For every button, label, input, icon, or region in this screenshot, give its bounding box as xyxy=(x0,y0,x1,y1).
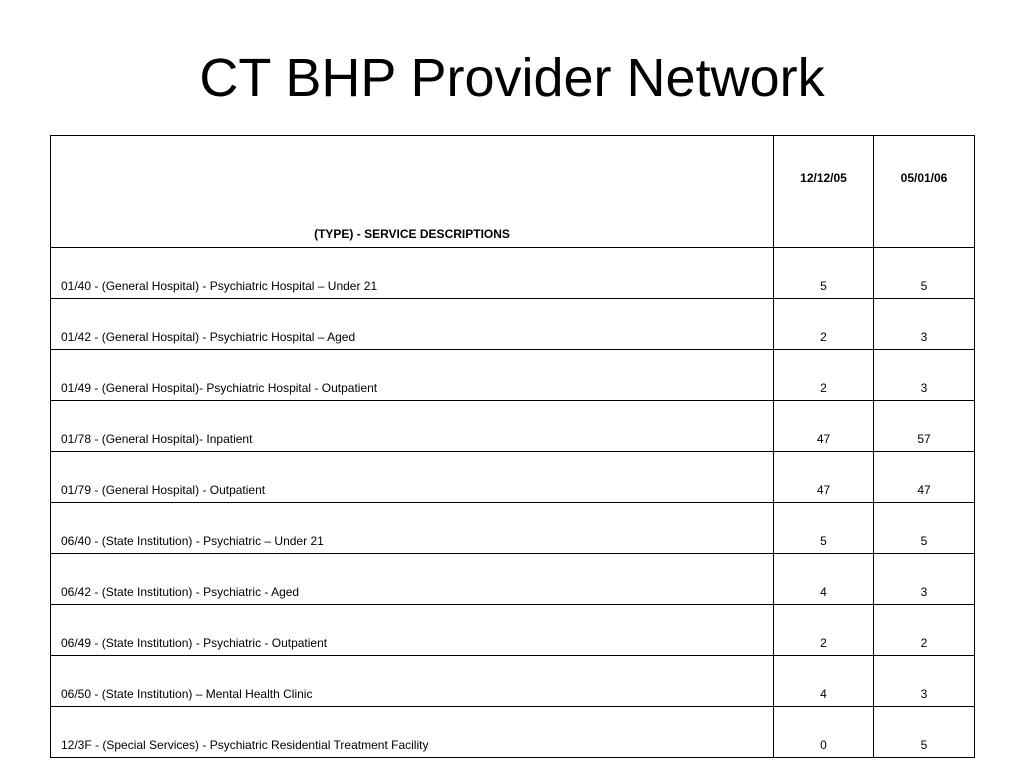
page-title: CT BHP Provider Network xyxy=(199,48,825,108)
count-cell-05-01-06: 3 xyxy=(874,299,975,350)
count-cell-05-01-06: 3 xyxy=(874,656,975,707)
table-row xyxy=(51,554,975,605)
service-description-cell: 01/49 - (General Hospital)- Psychiatric Hospital - Outpatient xyxy=(51,350,774,401)
count-cell-05-01-06: 2 xyxy=(874,605,975,656)
table-row xyxy=(51,503,975,554)
count-cell-05-01-06: 3 xyxy=(874,554,975,605)
service-description-cell: 01/79 - (General Hospital) - Outpatient xyxy=(51,452,774,503)
count-cell-12-12-05: 2 xyxy=(774,299,874,350)
count-cell-05-01-06: 57 xyxy=(874,401,975,452)
date-header-05-01-06: 05/01/06 xyxy=(874,136,975,248)
table-row xyxy=(51,299,975,350)
table-row xyxy=(51,350,975,401)
service-description-cell: 06/49 - (State Institution) - Psychiatric - Outpatient xyxy=(51,605,774,656)
service-description-cell: 06/42 - (State Institution) - Psychiatric - Aged xyxy=(51,554,774,605)
count-cell-12-12-05: 5 xyxy=(774,248,874,299)
count-cell-12-12-05: 2 xyxy=(774,605,874,656)
table-row xyxy=(51,707,975,758)
count-cell-12-12-05: 5 xyxy=(774,503,874,554)
date-header-12-12-05: 12/12/05 xyxy=(774,136,874,248)
count-cell-12-12-05: 47 xyxy=(774,452,874,503)
service-description-cell: 06/50 - (State Institution) – Mental Health Clinic xyxy=(51,656,774,707)
table-row xyxy=(51,401,975,452)
service-description-cell: 06/40 - (State Institution) - Psychiatric – Under 21 xyxy=(51,503,774,554)
service-description-cell: 01/78 - (General Hospital)- Inpatient xyxy=(51,401,774,452)
count-cell-12-12-05: 0 xyxy=(774,707,874,758)
table-row xyxy=(51,248,975,299)
provider-network-table xyxy=(50,135,975,758)
count-cell-12-12-05: 4 xyxy=(774,656,874,707)
count-cell-05-01-06: 5 xyxy=(874,248,975,299)
table-header-row xyxy=(51,136,975,248)
service-description-cell: 01/40 - (General Hospital) - Psychiatric Hospital – Under 21 xyxy=(51,248,774,299)
count-cell-12-12-05: 47 xyxy=(774,401,874,452)
table-row xyxy=(51,605,975,656)
service-description-cell: 12/3F - (Special Services) - Psychiatric Residential Treatment Facility xyxy=(51,707,774,758)
count-cell-12-12-05: 2 xyxy=(774,350,874,401)
table-row xyxy=(51,452,975,503)
count-cell-05-01-06: 47 xyxy=(874,452,975,503)
service-descriptions-header: (TYPE) - SERVICE DESCRIPTIONS xyxy=(51,136,774,248)
table-row xyxy=(51,656,975,707)
count-cell-05-01-06: 5 xyxy=(874,707,975,758)
count-cell-05-01-06: 5 xyxy=(874,503,975,554)
count-cell-05-01-06: 3 xyxy=(874,350,975,401)
count-cell-12-12-05: 4 xyxy=(774,554,874,605)
service-description-cell: 01/42 - (General Hospital) - Psychiatric Hospital – Aged xyxy=(51,299,774,350)
